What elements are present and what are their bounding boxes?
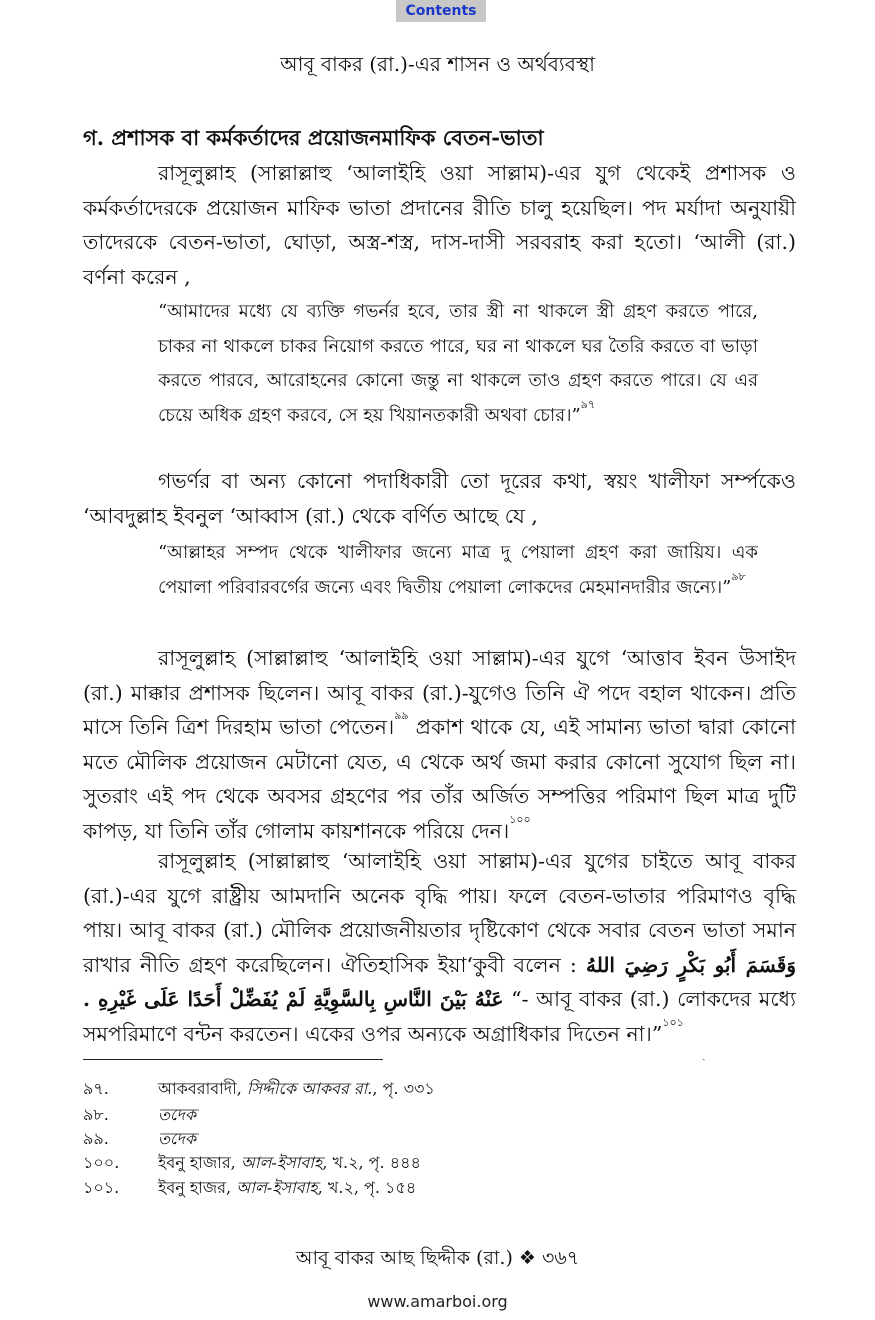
stray-mark: ˎ — [702, 1048, 706, 1061]
footnote-divider — [83, 1059, 383, 1060]
footnote-98 — [83, 1102, 196, 1127]
footnote-number: ৯৯. — [83, 1129, 109, 1148]
footnote-97 — [83, 1076, 435, 1101]
footnote-author: ইবনু হাজার, — [158, 1153, 241, 1172]
paragraph-2: গভর্ণর বা অন্য কোনো পদাধিকারী তো দূরের কথা, স্বয়ং খালীফা সর্ম্পকেও ‘আবদুল্লাহ ইবনুল ‘আব্বাস (রা.) থেকে বর্ণিত আছে যে , — [83, 469, 796, 528]
footnote-99 — [83, 1126, 196, 1151]
paragraph-3-part-1: রাসূলুল্লাহ (সাল্লাল্লাহু ‘আলাইহি ওয়া সাল্লাম)-এর যুগে ‘আত্তাব ইবন উসাইদ (রা.) মাক্কার প্রশাসক ছিলেন। আবূ বাকর (রা.)-যুগেও তিনি ঐ পদে বহাল থাকেন। প্রতি মাসে তিনি ত্রিশ দিরহাম ভাতা পেতেন। — [83, 646, 796, 739]
footnote-book-title: আল-ইসাবাহ — [240, 1153, 323, 1172]
footnote-ref-98: ৯৮ — [731, 569, 746, 583]
running-header: আবূ বাকর (রা.)-এর শাসন ও অর্থব্যবস্থা — [280, 52, 595, 76]
footnote-book-title: সিদ্দীকে আকবর রা. — [246, 1079, 373, 1098]
ornament-icon: ❖ — [518, 1247, 536, 1269]
section-heading: গ. প্রশাসক বা কর্মকর্তাদের প্রয়োজনমাফিক বেতন-ভাতা — [83, 125, 544, 150]
footer-book-title: আবূ বাকর আছ ছিদ্দীক (রা.) — [295, 1247, 513, 1269]
footnote-number: ১০০. — [83, 1153, 120, 1172]
paragraph-4-part-2: “- আবূ বাকর (রা.) লোকদের মধ্যে সমপরিমাণে বন্টন করতেন। একের ওপর অন্যকে অগ্রাধিকার দিতেন না।” — [83, 987, 796, 1046]
arabic-quote: وَقَسَمَ أَبُو بَكْرٍ رَضِيَ اللهُ عَنْهُ بَيْنَ النَّاسِ بِالسَّوِيَّةِ لَمْ يُفَضِّلْ أَحَدًا عَلَى غَيْرِهِ . — [83, 952, 796, 1011]
contents-button[interactable]: Contents — [396, 0, 486, 22]
footnote-author: ইবনু হাজর, — [158, 1178, 237, 1197]
footnote-page: , খ.২, পৃ. ১৫৪ — [317, 1178, 417, 1197]
footnote-number: ১০১. — [83, 1178, 120, 1197]
footnote-100 — [83, 1150, 421, 1175]
page-number: ৩৬৭ — [542, 1247, 580, 1269]
footnote-number: ৯৭. — [83, 1079, 109, 1098]
footnote-page: , পৃ. ৩৩১ — [372, 1079, 435, 1098]
page-footer — [0, 1244, 875, 1276]
paragraph-4 — [83, 844, 796, 1051]
footnote-author: আকবরাবাদী, — [158, 1079, 247, 1098]
footnote-ref-97: ৯৭ — [580, 397, 596, 411]
paragraph-1: রাসূলুল্লাহ (সাল্লাল্লাহু ‘আলাইহি ওয়া সাল্লাম)-এর যুগ থেকেই প্রশাসক ও কর্মকর্তাদেরকে প্রয়োজন মাফিক ভাতা প্রদানের রীতি চালু হয়েছিল। পদ মর্যাদা অনুযায়ী তাদেরকে বেতন-ভাতা, ঘোড়া, অস্ত্র-শস্ত্র, দাস-দাসী সরবরাহ করা হতো। ‘আলী (রা.) বর্ণনা করেন , — [83, 161, 796, 289]
quote-ali — [158, 295, 758, 433]
footnote-book-title: আল-ইসাবাহ — [236, 1178, 318, 1197]
paragraph-4-part-1: রাসূলুল্লাহ (সাল্লাল্লাহু ‘আলাইহি ওয়া সাল্লাম)-এর যুগের চাইতে আবূ বাকর (রা.)-এর যুগে রাষ্ট্রীয় আমদানি অনেক বৃদ্ধি পায়। ফলে বেতন-ভাতার পরিমাণও বৃদ্ধি পায়। আবূ বাকর (রা.) মৌলিক প্রয়োজনীয়তার দৃষ্টিকোণ থেকে সবার বেতন ভাতা সমান রাখার নীতি গ্রহণ করেছিলেন। ঐতিহাসিক ইয়া‘কুবী বলেন : — [83, 849, 796, 977]
footnote-book-title: তদেক — [158, 1105, 197, 1124]
paragraph-3 — [83, 641, 796, 848]
quote-ibn-abbas — [158, 536, 758, 605]
footnote-101 — [83, 1175, 416, 1200]
footnote-page: , খ.২, পৃ. ৪৪৪ — [322, 1153, 421, 1172]
footnote-book-title: তদেক — [158, 1129, 197, 1148]
footnote-ref-101: ১০১ — [662, 1015, 684, 1029]
footnote-number: ৯৮. — [83, 1105, 109, 1124]
paragraph-3-part-2: প্রকাশ থাকে যে, এই সামান্য ভাতা দ্বারা কোনো মতে মৌলিক প্রয়োজন মেটানো যেত, এ থেকে অর্থ জমা করার কোনো সুযোগ ছিল না। সুতরাং এই পদ থেকে অবসর গ্রহণের পর তাঁর অর্জিত সম্পত্তির পরিমাণ ছিল মাত্র দুটি কাপড়, যা তিনি তাঁর গোলাম কায়শানকে পরিয়ে দেন। — [83, 715, 796, 843]
footnote-ref-99: ৯৯ — [394, 709, 409, 722]
site-url: www.amarboi.org — [367, 1292, 508, 1311]
quote-ibn-abbas-text: “আল্লাহর সম্পদ থেকে খালীফার জন্যে মাত্র দু পেয়ালা গ্রহণ করা জায়িয। এক পেয়ালা পরিবারবর্গের জন্যে এবং দ্বিতীয় পেয়ালা লোকদের মেহমানদারীর জন্যে।” — [158, 542, 758, 598]
footnote-ref-100: ১০০ — [509, 812, 531, 826]
quote-ali-text: “আমাদের মধ্যে যে ব্যক্তি গভর্নর হবে, তার স্ত্রী না থাকলে স্ত্রী গ্রহণ করতে পারে, চাকর না থাকলে চাকর নিয়োগ করতে পারে, ঘর না থাকলে ঘর তৈরি করতে বা ভাড়া করতে পারবে, আরোহনের কোনো জন্তু না থাকলে তাও গ্রহণ করতে পারে। যে এর চেয়ে অধিক গ্রহণ করবে, সে হয় খিয়ানতকারী অথবা চোর।” — [158, 301, 758, 426]
